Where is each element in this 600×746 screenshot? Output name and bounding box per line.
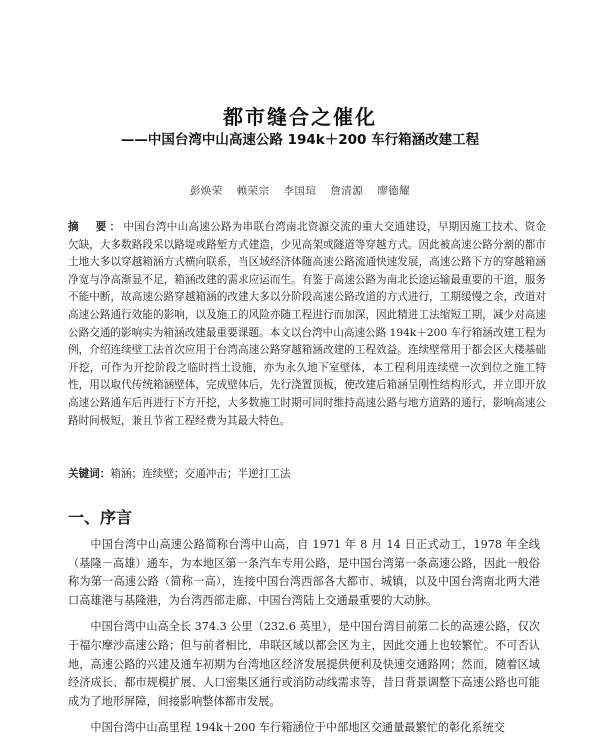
paper-subtitle: ——中国台湾中山高速公路 194k＋200 车行箱涵改建工程 (120, 132, 480, 148)
paragraph: 中国台湾中山高全长 374.3 公里（232.6 英里），是中国台湾目前第二长的高速公路，仅次于福尔摩沙高速公路；但与前者相比，串联区域以都会区为主，因此交通上也较繁忙。不可否认地，高速公路的兴建及通车初期为台湾地区经济发展提供便利及快速交通路网；然而，随着区域经济成长、都市规模扩展、人口密集区通行或消防动线需求等，昔日背景调整下高速公路也可能成为了地形屏障，间接影响整体都市发展。 (68, 620, 540, 708)
author-list (0, 183, 600, 198)
author: 赖荣宗 (236, 185, 270, 197)
author: 彭焕荣 (189, 185, 223, 197)
paragraph: 中国台湾中山高里程 194k＋200 车行箱涵位于中部地区交通量最繁忙的彰化系统交 (90, 721, 505, 735)
keywords (68, 466, 546, 482)
keywords-text: 箱涵；连续壁；交通冲击；半逆打工法 (110, 468, 291, 480)
abstract (68, 219, 546, 430)
author: 廖德耀 (377, 185, 411, 197)
abstract-text: 中国台湾中山高速公路为串联台湾南北资源交流的重大交通建设，早期因施工技术、资金欠缺，大多数路段采以路堤或路堑方式建造，少见高架或隧道等穿越方式。因此被高速公路分割的都市土地大多以穿越箱涵方式横向联系，当区域经济体随高速公路流通快速发展，高速公路下方的穿越箱涵净宽与净高渐显不足，箱涵改建的需求应运而生。有鉴于高速公路为南北长途运输最重要的干道，服务不能中断，故高速公路穿越箱涵的改建大多以分阶段高速公路改道的方式进行，工期缓慢之余，改道对高速公路通行效能的影响，以及施工的风险亦随工程进行而加深，因此精进工法缩短工期，减少对高速公路交通的影响实为箱涵改建最重要课题。本文以台湾中山高速公路 194k＋200 车行箱涵改建工程为例，介绍连续壁工法首次应用于台湾高速公路穿越箱涵改建的工程效益。连续壁常用于都会区大楼基础开挖，可作为开挖阶段之临时挡土设施，亦为永久地下室壁体，本工程利用连续壁一次到位之施工特性，用以取代传统箱涵壁体，完成壁体后，先行浇置顶板，使改建后箱涵呈刚性结构形式，并立即开放高速公路通车后再进行下方开挖，大多数施工时期可同时维持高速公路与地方道路的通行，影响高速公路时间极短，兼且节省工程经费为其最大特色。 (68, 221, 546, 427)
section-heading: 一、序言 (68, 508, 133, 527)
paragraph: 中国台湾中山高速公路简称台湾中山高，自 1971 年 8 月 14 日正式动工，1978 年全线（基隆－高雄）通车，为本地区第一条汽车专用公路，是中国台湾第一条高速公路，因此一般俗称为第一高速公路（简称一高），连接中国台湾西部各大都市、城镇，以及中国台湾南北两大港口高雄港与基隆港，为台湾西部走廊、中国台湾陆上交通最重要的大动脉。 (68, 538, 540, 607)
author: 詹清源 (330, 185, 364, 197)
abstract-label: 摘 要： (68, 221, 124, 233)
author: 李国瑄 (283, 185, 317, 197)
body-text (68, 536, 540, 746)
keywords-label: 关键词： (68, 468, 111, 480)
paper-title: 都市缝合之催化 (223, 105, 377, 129)
